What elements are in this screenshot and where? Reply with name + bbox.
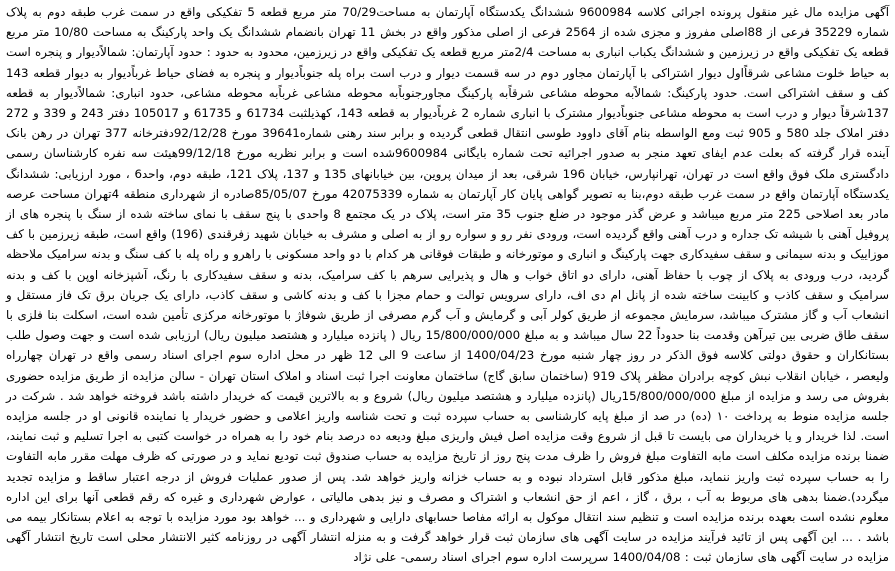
auction-notice-text: آگهی مزایده مال غیر منقول پرونده اجرائی کلاسه 9600984 ششدانگ یکدستگاه آپارتمان به مساحت70/29 متر مربع قطعه 5 تفکیکی واقع در سمت غرب طبقه دوم به پلاک شماره 35229 فرعی از 88اصلی مفروز و مجزی شده از 2564 فرعی از اصلی مذکور واقع در بخش 11 تهران بانضمام ششدانگ یک واحد پارکینگ به مساحت 10/80 متر مربع قطعه یک تفکیکی واقع در زیرزمین و ششدانگ یکباب انباری به مساحت 2/4متر مربع قطعه یک تفکیکی واقع در زیرزمین، محدود به حدود : حدود آپارتمان: شمالاًدیوار و پنجره است به حیاط خلوت مشاعی شرقاًاول دیوار اشتراکی با آپارتمان مجاور دوم در سه قسمت دیوار و درب است براه پله جنوباًدیوار و پنجره به فضای حیاط غرباًدیوار به دیوار قطعه 143 کف و سقف اشتراکی است. حدود پارکینگ: شمالاًبه محوطه مشاعی شرقاًبه پارکینگ مجاورجنوباًبه محوطه مشاعی غرباًبه محوطه مشاعی، حدود انباری: شمالاًدیوار به قطعه 137شرقاً دیوار و درب است به محوطه مشاعی جنوباًدیوار مشترک با انباری شماره 2 غرباًدیوار به قطعه 143، کهذیلثبت 61734 و 61735 و 105017 دفتر 243 و 339 و 272 دفتر املاک جلد 580 و 905 ثبت ومع الواسطه بنام آقای داوود طوسی انتقال قطعی گردیده و برابر سند رهنی شماره39641 مورخ 92/12/28دفترخانه 377 تهران در رهن بانک آینده قرار گرفته که بعلت عدم ایفای تعهد منجر به صدور اجرائیه تحت شماره بایگانی 9600984شده است و برابر نظریه مورخ 99/12/18هیئت سه نفره کارشناسان رسمی دادگستری ملک فوق واقع است در تهران، تهرانپارس، خیابان 196 شرقی، بعد از میدان پروین، بین خیابانهای 135 و 137، پلاک 121، طبقه دوم، واحد6 ، مورد ارزیابی: ششدانگ یکدستگاه آپارتمان واقع در سمت غرب طبقه دوم،بنا به تصویر گواهی پایان کار آپارتمان به شماره 42075339 مورخ 85/05/07صادره از شهرداری منطقه 4تهران مساحت عرصه مادر بعد اصلاحی 225 متر مربع میباشد و عرض گذر موجود در ضلع جنوب 35 متر است، پلاک در یک مجتمع 8 واحدی با پنج سقف با نمای ساخته شده از سنگ با پنجره های از پروفیل آهنی با شیشه تک جداره و درب آهنی واقع گردیده است، ورودی نفر رو و سواره رو از به اصلی و مشرف به خیابان شهید زفرقندی (196) واقع است، طبقه زیرزمین با کف موزاییک و بدنه سیمانی و سقف سفیدکاری جهت پارکینگ و انباری و موتورخانه و طبقات فوقانی هر کدام با دو واحد مسکونی با راهرو و راه پله با کف سنگ و بدنه سرامیک ملاحظه گردید، درب ورودی به پلاک از چوب با حفاظ آهنی، دارای دو اتاق خواب و هال و پذیرایی سرهم با کف سرامیک، بدنه و سقف سفیدکاری با رنگ، آشپزخانه اوپن با کف و بدنه سرامیک و سقف کاذب و کابینت ساخته شده از پانل ام دی اف، دارای سرویس توالت و حمام مجزا با کف و بدنه کاشی و سقف کاذب، دارای یک جریان برق تک فاز مستقل و انشعاب آب و گاز مشترک میباشد، سرمایش مجموعه از طریق کولر آبی و گرمایش و آب گرم مصرفی از طریق شوفاژ با موتورخانه مرکزی تأمین شده است، اسکلت بنا فلزی با سقف طاق ضربی بین تیرآهن وقدمت بنا حدوداً 22 سال میباشد و به مبلغ 15/800/000/000 ریال ( پانزده میلیارد و هشتصد میلیون ریال) ارزیابی شده است و جهت وصول طلب بستانکاران و حقوق دولتی کلاسه فوق الذکر در روز چهار شنبه مورخ 1400/04/23 از ساعت 9 الی 12 ظهر در محل اداره سوم اجرای اسناد رسمی واقع در تهران چهارراه ولیعصر ، خیابان انقلاب نبش کوچه برادران مظفر پلاک 919 (ساختمان سابق گاج) ساختمان معاونت اجرا ثبت اسناد و املاک استان تهران - سالن مزایده از طریق مزایده حضوری بفروش می رسد و مزایده از مبلغ 15/800/000/000ریال (پانزده میلیارد و هشتصد میلیون ریال) شروع و به بالاترین قیمت که خریدار داشته باشد فروخته خواهد شد . شرکت در جلسه مزایده منوط به پرداخت ۱۰ (ده) در صد از مبلغ پایه کارشناسی به حساب سپرده ثبت و تحت شناسه واریز اعلامی و حضور خریدار یا نماینده قانونی او در جلسه مزایده است. لذا خریدار و یا خریداران می بایست تا قبل از شروع وقت مزایده اصل فیش واریزی مبلغ ودیعه ده درصد بنام خود را به همراه در خواست کتبی به اجرا تسلیم و ثبت نمایند، ضمنا برنده مزایده مکلف است مابه التفاوت مبلغ فروش را ظرف مدت پنج روز از تاریخ مزایده به حساب صندوق ثبت تودیع نماید و در صورتی که ظرف مهلت مقرر مابه التفاوت را به حساب سپرده ثبت واریز ننماید، مبلغ مذکور قابل استرداد نبوده و به حساب خزانه واریز خواهد شد. پس از صدور عملیات فروش از درجه اعتبار ساقط و مزایده تجدید میگردد).ضمنا بدهی های مربوط به آب ، برق ، گاز ، اعم از حق انشعاب و اشتراک و مصرف و نیز بدهی مالیاتی ، عوارض شهرداری و غیره که رقم قطعی آنها برای این اداره معلوم نشده است بعهده برنده مزایده است و تنظیم سند انتقال موکول به ارائه مفاصا حسابهای دارایی و شهرداری و ... خواهد بود مورد مزایده با توجه به اعلام بستانکار بیمه می باشد . ... این آگهی پس از تائید فرآیند مزایده در سایت آگهی های سازمان ثبت قرار خواهد گرفت و به منزله انتشار آگهی در روزنامه کثیر الانتشار محلی است تاریخ انتشار آگهی مزایده در سایت آگهی های سازمان ثبت : 1400/04/08 سرپرست اداره سوم اجرای اسناد رسمی- علی نژاد xyxy=(6,5,890,565)
